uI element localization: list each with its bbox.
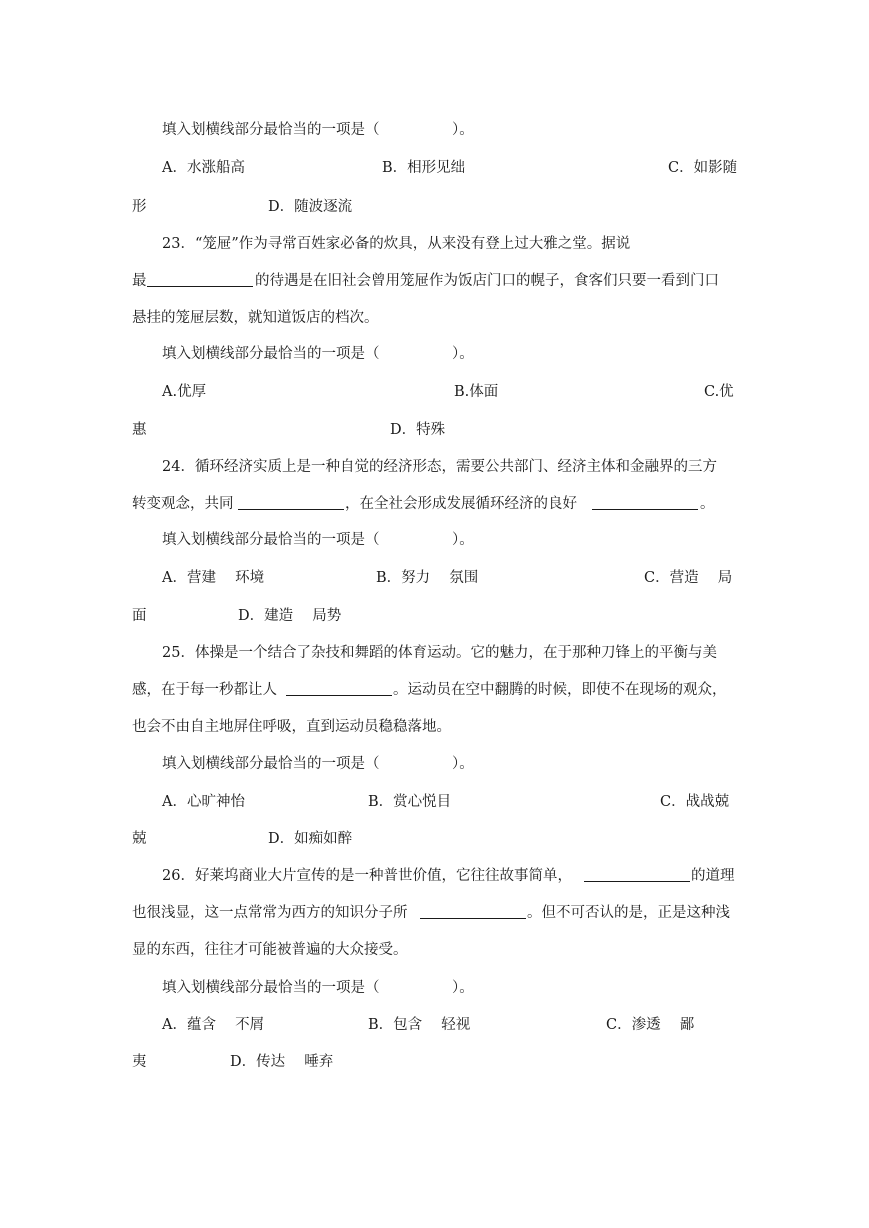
q23-stem-line-1 — [0, 232, 869, 256]
fill-blank — [420, 901, 526, 919]
q23-text: 23．“笼屉”作为寻常百姓家必备的炊具，从来没有登上过大雅之堂。据说 — [162, 236, 631, 252]
q22-options-wrap — [0, 195, 869, 219]
q26-text: 。但不可否认的是，正是这种浅 — [527, 905, 730, 921]
q23-options-wrap — [0, 418, 869, 442]
q25-text: 也会不由自主地屏住呼吸，直到运动员稳稳落地。 — [132, 719, 451, 735]
q24-text: 转变观念，共同 — [132, 496, 234, 512]
q24-stem-line-1 — [0, 455, 869, 479]
option-c-tail: 形 — [132, 199, 147, 215]
q23-stem-line-3 — [0, 306, 869, 330]
q26-stem-line-1 — [0, 864, 869, 888]
q25-stem-line-2 — [0, 678, 869, 702]
q23-prompt — [0, 342, 869, 366]
q26-text: 显的东西，往往才可能被普遍的大众接受。 — [132, 942, 408, 958]
option-c-tail: 面 — [132, 608, 147, 624]
option-c-tail: 夷 — [132, 1054, 147, 1070]
q24-text: 。 — [700, 496, 715, 512]
option-b: B．相形见绌 — [382, 160, 466, 176]
q23-stem-line-2 — [0, 269, 869, 293]
q26-stem-line-2 — [0, 901, 869, 925]
option-d: D．随波逐流 — [268, 199, 353, 215]
option-a: A．水涨船高 — [162, 160, 245, 176]
q23-text: 最 — [132, 273, 147, 289]
option-c: C.优 — [704, 384, 734, 400]
fill-blank — [238, 492, 344, 510]
q24-options — [0, 566, 869, 590]
fill-blank — [147, 269, 253, 287]
prompt-text: 填入划横线部分最恰当的一项是（ ）。 — [162, 532, 474, 548]
q23-text: 悬挂的笼屉层数，就知道饭店的档次。 — [132, 310, 379, 326]
q24-prompt — [0, 528, 869, 552]
q24-options-wrap — [0, 604, 869, 628]
q25-stem-line-3 — [0, 715, 869, 739]
q23-options — [0, 380, 869, 404]
q22-options — [0, 156, 869, 180]
q26-stem-line-3 — [0, 938, 869, 962]
q24-text: 24．循环经济实质上是一种自觉的经济形态，需要公共部门、经济主体和金融界的三方 — [162, 459, 717, 475]
q23-text: 的待遇是在旧社会曾用笼屉作为饭店门口的幌子，食客们只要一看到门口 — [255, 273, 719, 289]
q25-text: 感，在于每一秒都让人 — [132, 682, 277, 698]
option-d: D．建造 局势 — [238, 608, 342, 624]
option-c: C．渗透 鄙 — [606, 1017, 695, 1033]
q24-text: ，在全社会形成发展循环经济的良好 — [345, 496, 577, 512]
prompt-text: 填入划横线部分最恰当的一项是（ ）。 — [162, 756, 474, 772]
option-c-tail: 惠 — [132, 422, 147, 438]
option-d: D．特殊 — [390, 422, 446, 438]
q25-prompt — [0, 752, 869, 776]
fill-blank — [286, 678, 392, 696]
option-a: A.优厚 — [162, 384, 207, 400]
option-d: D．如痴如醉 — [268, 831, 353, 847]
q25-options-wrap — [0, 827, 869, 851]
option-b: B.体面 — [454, 384, 499, 400]
q26-text: 也很浅显，这一点常常为西方的知识分子所 — [132, 905, 408, 921]
fill-blank — [584, 864, 690, 882]
option-b: B．赏心悦目 — [368, 794, 452, 810]
option-a: A．心旷神怡 — [162, 794, 245, 810]
prompt-text: 填入划横线部分最恰当的一项是（ ）。 — [162, 122, 474, 138]
option-b: B．包含 轻视 — [368, 1017, 471, 1033]
option-c: C．如影随 — [668, 160, 738, 176]
q26-options — [0, 1013, 869, 1037]
fill-blank — [592, 492, 698, 510]
q26-text: 的道理 — [691, 868, 735, 884]
prompt-text: 填入划横线部分最恰当的一项是（ ）。 — [162, 346, 474, 362]
prompt-text: 填入划横线部分最恰当的一项是（ ）。 — [162, 980, 474, 996]
q25-options — [0, 790, 869, 814]
q25-text: 25．体操是一个结合了杂技和舞蹈的体育运动。它的魅力，在于那种刀锋上的平衡与美 — [162, 645, 717, 661]
option-a: A．营建 环境 — [162, 570, 265, 586]
q24-stem-line-2 — [0, 492, 869, 516]
q25-stem-line-1 — [0, 641, 869, 665]
q26-text: 26．好莱坞商业大片宣传的是一种普世价值，它往往故事简单， — [162, 868, 572, 884]
option-c: C．营造 局 — [644, 570, 733, 586]
option-c: C．战战兢 — [660, 794, 730, 810]
q26-options-wrap — [0, 1050, 869, 1074]
q22-prompt — [0, 118, 869, 142]
option-c-tail: 兢 — [132, 831, 147, 847]
option-b: B．努力 氛围 — [376, 570, 479, 586]
option-d: D．传达 唾弃 — [230, 1054, 334, 1070]
q26-prompt — [0, 976, 869, 1000]
option-a: A．蕴含 不屑 — [162, 1017, 265, 1033]
q25-text: 。运动员在空中翻腾的时候，即使不在现场的观众， — [393, 682, 727, 698]
